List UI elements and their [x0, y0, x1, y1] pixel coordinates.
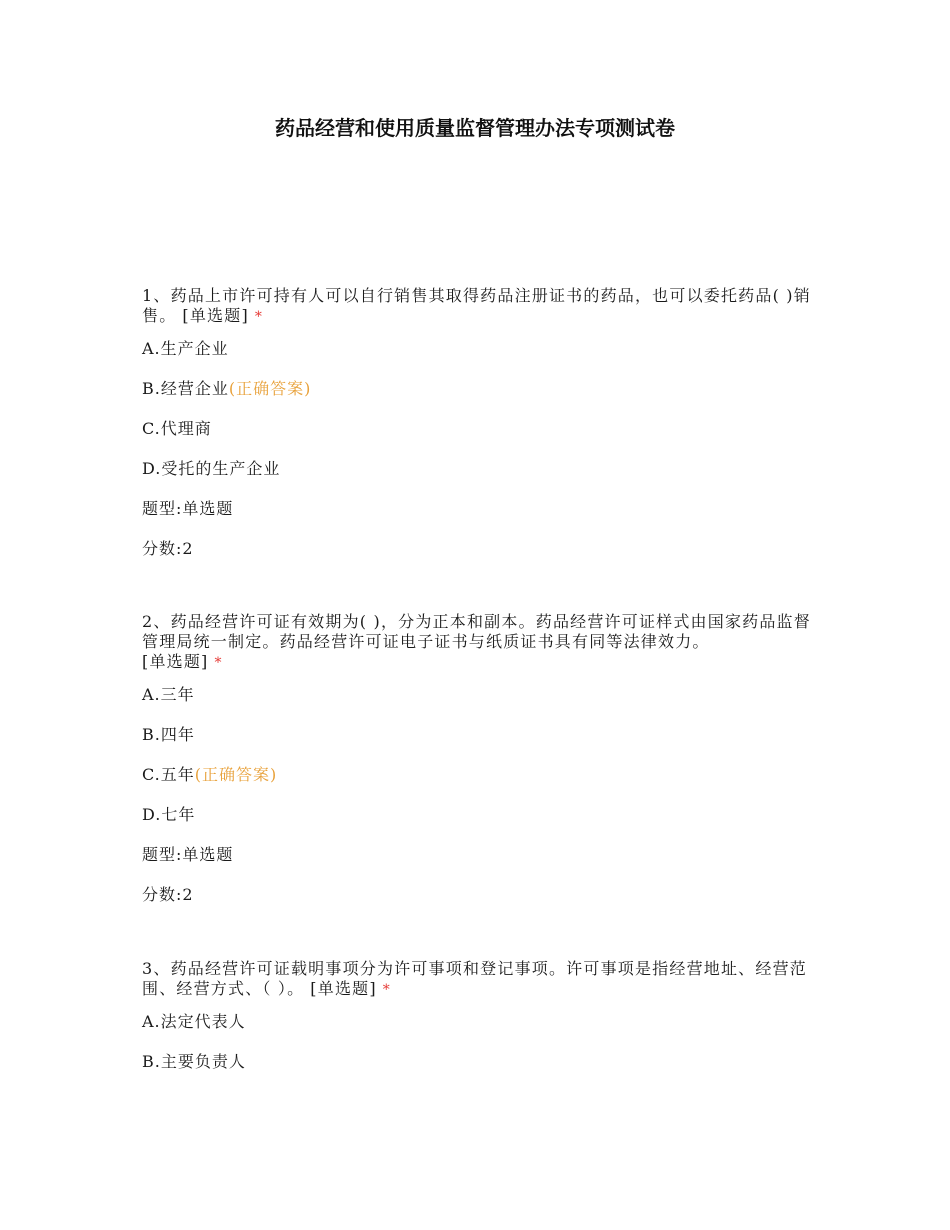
required-star: *: [382, 982, 391, 998]
required-star: *: [254, 309, 264, 325]
option-c: [142, 765, 812, 785]
question-stem: [142, 959, 812, 1000]
question-stem: [142, 612, 812, 673]
question-3: [142, 959, 812, 1092]
option-text: B.主要负责人: [142, 1052, 246, 1071]
correct-answer-tag: (正确答案): [228, 379, 312, 398]
question-type-tag: [单选题]: [142, 652, 209, 671]
required-star: *: [214, 655, 223, 671]
question-type-line: 题型:单选题: [142, 499, 234, 518]
score-line: 分数:2: [142, 885, 194, 904]
question-type-line: 题型:单选题: [142, 845, 234, 864]
document-title: 药品经营和使用质量监督管理办法专项测试卷: [275, 116, 675, 140]
question-type-tag: [单选题]: [310, 979, 377, 998]
option-b: [142, 1052, 812, 1072]
option-d: [142, 805, 812, 825]
question-stem-text: 2、药品经营许可证有效期为( )，分为正本和副本。药品经营许可证样式由国家药品监督管理局统一制定。药品经营许可证电子证书与纸质证书具有同等法律效力。: [142, 612, 811, 651]
question-stem: [142, 286, 812, 327]
option-text: A.生产企业: [142, 339, 229, 358]
option-a: [142, 339, 812, 359]
question-1: [142, 286, 812, 579]
option-text: C.五年: [142, 765, 195, 784]
option-text: D.受托的生产企业: [142, 459, 281, 478]
question-2: [142, 612, 812, 925]
option-b: [142, 725, 812, 745]
option-text: B.经营企业: [142, 379, 229, 398]
question-stem-text: 1、药品上市许可持有人可以自行销售其取得药品注册证书的药品，也可以委托药品( )销售。: [142, 286, 811, 325]
score-line: 分数:2: [142, 539, 194, 558]
question-type-tag: [单选题]: [182, 306, 249, 325]
option-text: A.三年: [142, 685, 195, 704]
option-d: [142, 459, 812, 479]
question-stem-text: 3、药品经营许可证载明事项分为许可事项和登记事项。许可事项是指经营地址、经营范围、经营方式、（ ）。: [142, 959, 807, 998]
option-a: [142, 685, 812, 705]
option-b: [142, 379, 812, 399]
option-text: A.法定代表人: [142, 1012, 246, 1031]
option-c: [142, 419, 812, 439]
option-a: [142, 1012, 812, 1032]
correct-answer-tag: (正确答案): [194, 765, 278, 784]
option-text: B.四年: [142, 725, 195, 744]
option-text: C.代理商: [142, 419, 212, 438]
option-text: D.七年: [142, 805, 196, 824]
